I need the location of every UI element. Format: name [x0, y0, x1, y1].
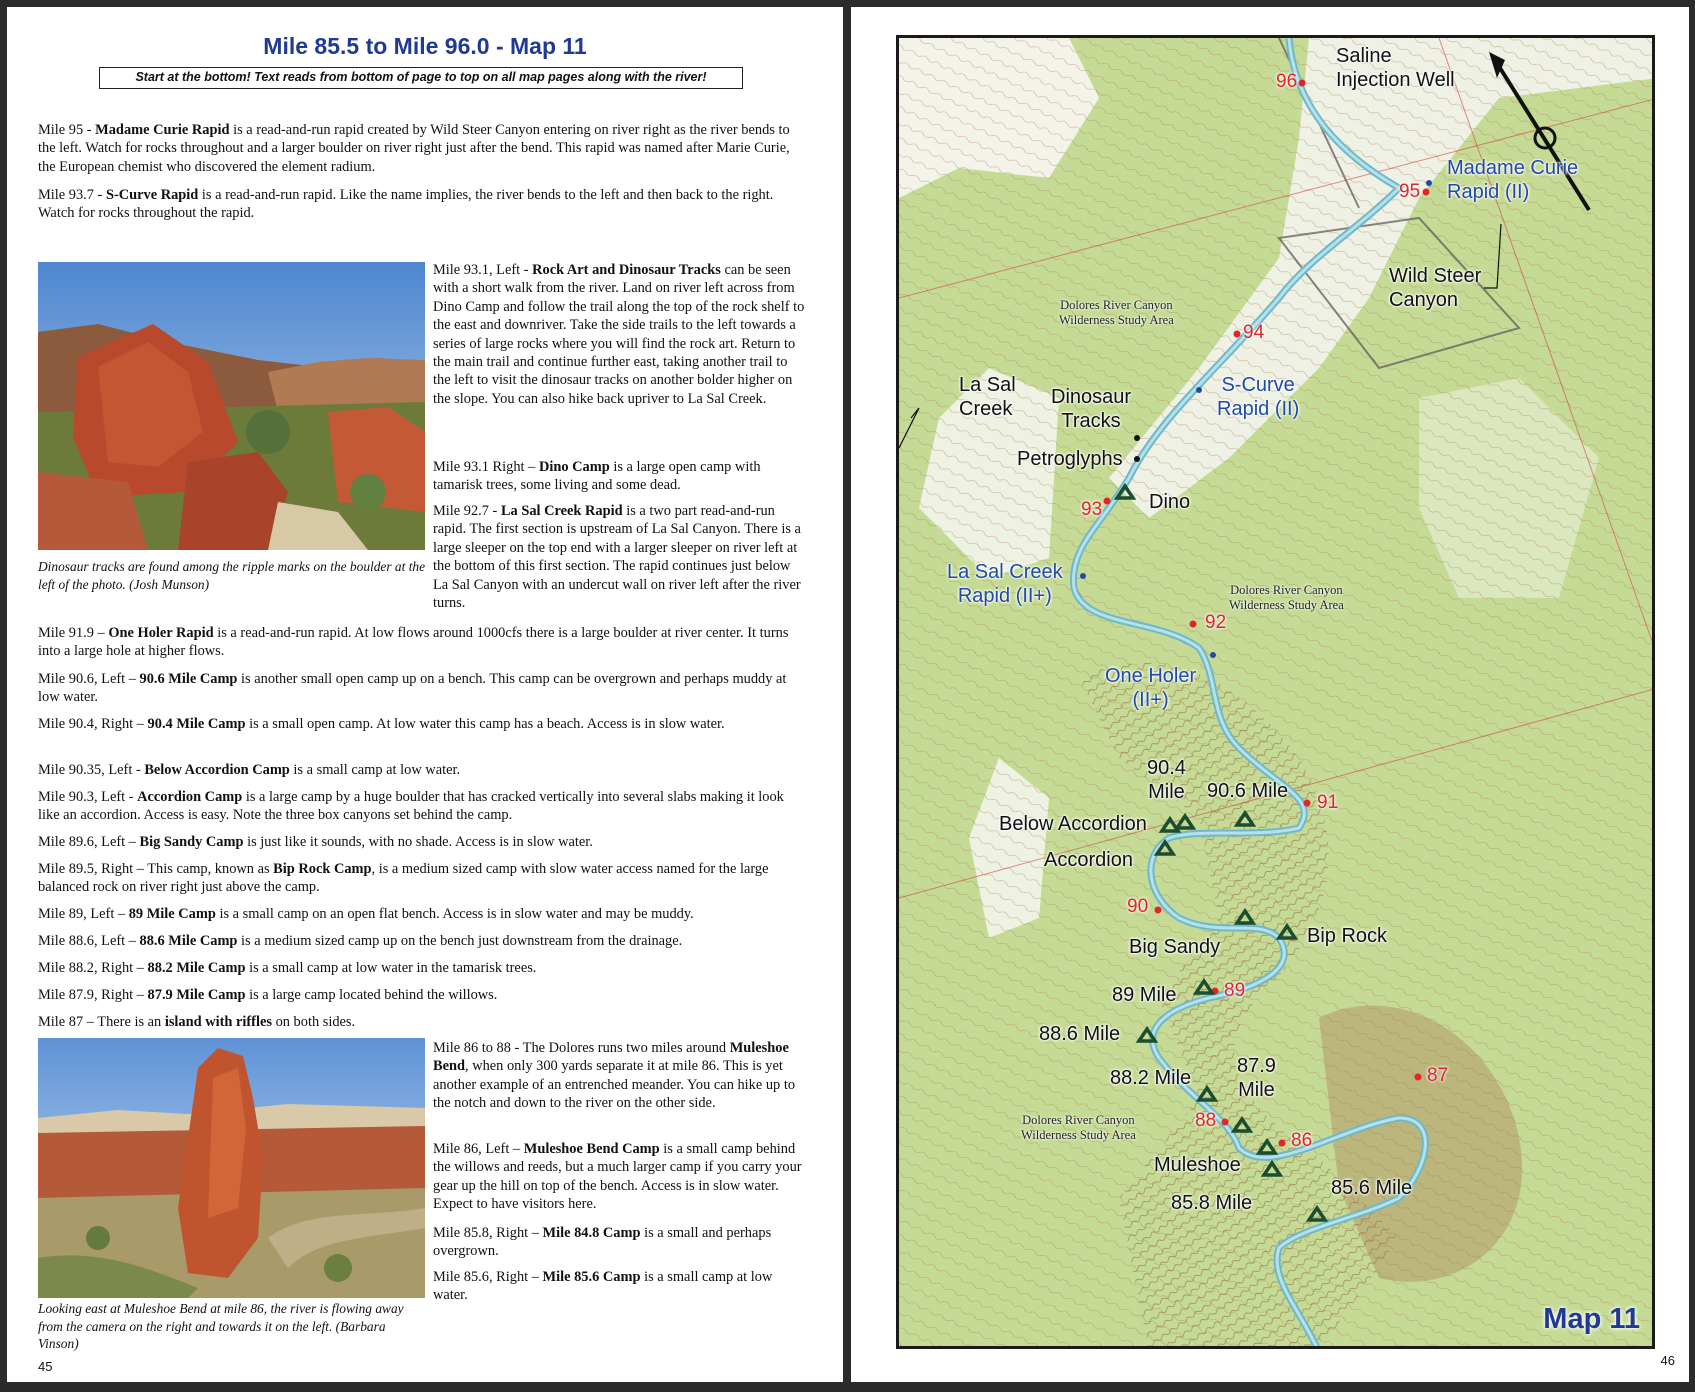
label-la-sal-creek: La Sal Creek	[959, 374, 1016, 420]
photo-caption-1: Dinosaur tracks are found among the ripple marks on the boulder at the left of the photo. (Josh Munson)	[38, 559, 426, 592]
label-madame-curie-rapid: Madame Curie Rapid (II)	[1447, 157, 1579, 203]
reading-notice: Start at the bottom! Text reads from bottom of page to top on all map pages along with the river!	[99, 67, 743, 89]
entry-88-2-mile: Mile 88.2, Right – 88.2 Mile Camp is a small camp at low water in the tamarisk trees.	[38, 960, 537, 976]
entry-dino-camp: Mile 93.1 Right – Dino Camp is a large open camp with tamarisk trees, some living and some dead.	[433, 459, 761, 494]
wsa-label-1: Dolores River Canyon Wilderness Study Area	[1059, 298, 1174, 327]
entry-la-sal-rapid: Mile 92.7 - La Sal Creek Rapid is a two part read-and-run rapid. The first section is upstream of La Sal Canyon. There is a large sleeper on the top end with a larger sleeper on river left at the bottom of this first section. The rapid continues just below La Sal Canyon with an undercut wall on river left after the river turns.	[433, 503, 801, 612]
mile-marker-92: 92	[1205, 612, 1227, 633]
entry-muleshoe-bend: Mile 86 to 88 - The Dolores runs two miles around Muleshoe Bend, when only 300 yards separate it at mile 86. This is yet another example of an entrenched meander. You can hike up to the notch and down to the river on the other side.	[433, 1040, 796, 1112]
mile-marker-95: 95	[1399, 181, 1421, 202]
label-85-8-mile: 85.8 Mile	[1171, 1192, 1253, 1214]
dinosaur-tracks-photo	[38, 262, 425, 550]
entry-85-8: Mile 85.8, Right – Mile 84.8 Camp is a small and perhaps overgrown.	[433, 1225, 772, 1260]
photo-caption-2: Looking east at Muleshoe Bend at mile 86, the river is flowing away from the camera on the right and towards it on the left. (Barbara Vinson)	[38, 1301, 404, 1351]
entry-madame-curie: Mile 95 - Madame Curie Rapid is a read-and-run rapid created by Wild Steer Canyon entering on river right as the river bends to the left. Watch for rocks throughout and a larger boulder on river right just after the bend. This rapid was named after Marie Curie, the European chemist who discovered the element radium.	[38, 122, 790, 175]
label-la-sal-creek-rapid: La Sal Creek Rapid (II+)	[947, 561, 1063, 607]
mile-marker-96: 96	[1276, 71, 1298, 92]
entry-85-6: Mile 85.6, Right – Mile 85.6 Camp is a small camp at low water.	[433, 1269, 773, 1304]
label-petroglyphs: Petroglyphs	[1017, 448, 1123, 470]
mile-marker-89: 89	[1224, 980, 1246, 1001]
label-88-6-mile: 88.6 Mile	[1039, 1023, 1121, 1045]
mile-marker-93: 93	[1081, 499, 1103, 520]
label-bip-rock: Bip Rock	[1307, 925, 1388, 947]
map-graphic	[899, 38, 1655, 1349]
entry-island: Mile 87 – There is an island with riffles on both sides.	[38, 1014, 356, 1030]
entry-rock-art: Mile 93.1, Left - Rock Art and Dinosaur Tracks can be seen with a short walk from the river. Land on river left across from Dino Camp and follow the trail along the top of the rock shelf to the east and downriver. Take the side trails to the left towards a series of large rocks where you will find the rock art. Return to the main trail and continue further east, taking another trail to the left to visit the dinosaur tracks on another bolder higher on the slope. You can also hike back upriver to La Sal Creek.	[433, 262, 805, 407]
label-saline-well: Saline Injection Well	[1336, 45, 1455, 91]
entry-88-6-mile: Mile 88.6, Left – 88.6 Mile Camp is a medium sized camp up on the bench just downstream from the drainage.	[38, 933, 683, 949]
mile-marker-88: 88	[1195, 1110, 1217, 1131]
topographic-map	[896, 35, 1655, 1349]
label-89-mile: 89 Mile	[1112, 984, 1177, 1006]
label-90-4-mile: 90.4 Mile	[1147, 757, 1186, 803]
label-one-holer-rapid: One Holer (II+)	[1105, 665, 1197, 711]
page-number-left: 45	[38, 1359, 53, 1374]
label-below-accordion: Below Accordion	[999, 813, 1147, 835]
entry-accordion: Mile 90.3, Left - Accordion Camp is a large camp by a huge boulder that has cracked vertically into several slabs making it look like an accordion. Access is easy. Note the three box canyons set behind the camp.	[38, 789, 784, 824]
label-dinosaur-tracks: Dinosaur Tracks	[1051, 386, 1132, 432]
mile-marker-86: 86	[1291, 1130, 1313, 1151]
label-87-9-mile: 87.9 Mile	[1237, 1055, 1276, 1101]
entry-one-holer: Mile 91.9 – One Holer Rapid is a read-and-run rapid. At low flows around 1000cfs there is a large boulder at river center. It turns into a large hole at higher flows.	[38, 625, 789, 660]
entry-90-4-camp: Mile 90.4, Right – 90.4 Mile Camp is a small open camp. At low water this camp has a beach. Access is in slow water.	[38, 716, 725, 732]
muleshoe-bend-photo	[38, 1038, 425, 1298]
label-85-6-mile: 85.6 Mile	[1331, 1177, 1413, 1199]
entry-below-accordion: Mile 90.35, Left - Below Accordion Camp is a small camp at low water.	[38, 762, 461, 778]
label-accordion: Accordion	[1044, 849, 1133, 871]
wsa-label-2: Dolores River Canyon Wilderness Study Area	[1229, 583, 1344, 612]
label-wild-steer-canyon: Wild Steer Canyon	[1389, 265, 1482, 311]
entry-87-9-mile: Mile 87.9, Right – 87.9 Mile Camp is a large camp located behind the willows.	[38, 987, 498, 1003]
mile-marker-94: 94	[1243, 322, 1265, 343]
entry-89-mile: Mile 89, Left – 89 Mile Camp is a small camp on an open flat bench. Access is in slow water and may be muddy.	[38, 906, 694, 922]
label-90-6-mile: 90.6 Mile	[1207, 780, 1289, 802]
page-number-right: 46	[1660, 1353, 1675, 1368]
entry-s-curve: Mile 93.7 - S-Curve Rapid is a read-and-run rapid. Like the name implies, the river bends to the left and then back to the right. Watch for rocks throughout the rapid.	[38, 187, 774, 222]
map-title: Map 11	[1543, 1303, 1640, 1335]
mile-marker-91: 91	[1317, 792, 1339, 813]
left-page	[7, 7, 843, 1382]
right-page	[851, 7, 1689, 1382]
label-big-sandy: Big Sandy	[1129, 936, 1221, 958]
page-title: Mile 85.5 to Mile 96.0 - Map 11	[263, 33, 587, 59]
mile-marker-87: 87	[1427, 1065, 1449, 1086]
label-dino-camp: Dino	[1149, 491, 1191, 513]
entry-90-6-camp: Mile 90.6, Left – 90.6 Mile Camp is another small open camp up on a bench. This camp can be overgrown and perhaps muddy at low water.	[38, 671, 787, 706]
entry-big-sandy: Mile 89.6, Left – Big Sandy Camp is just like it sounds, with no shade. Access is in slow water.	[38, 834, 593, 850]
label-s-curve-rapid: S-Curve Rapid (II)	[1217, 374, 1300, 420]
wsa-label-3: Dolores River Canyon Wilderness Study Area	[1021, 1113, 1136, 1142]
label-88-2-mile: 88.2 Mile	[1110, 1067, 1192, 1089]
label-muleshoe: Muleshoe	[1154, 1154, 1241, 1176]
entry-bip-rock: Mile 89.5, Right – This camp, known as Bip Rock Camp, is a medium sized camp with slow water access named for the large balanced rock on river right just above the camp.	[38, 861, 769, 896]
entry-muleshoe-camp: Mile 86, Left – Muleshoe Bend Camp is a small camp behind the willows and reeds, but a much larger camp if you carry your gear up the hill on top of the bench. Access is in slow water. Expect to have visitors here.	[433, 1141, 802, 1213]
mile-marker-90: 90	[1127, 896, 1149, 917]
